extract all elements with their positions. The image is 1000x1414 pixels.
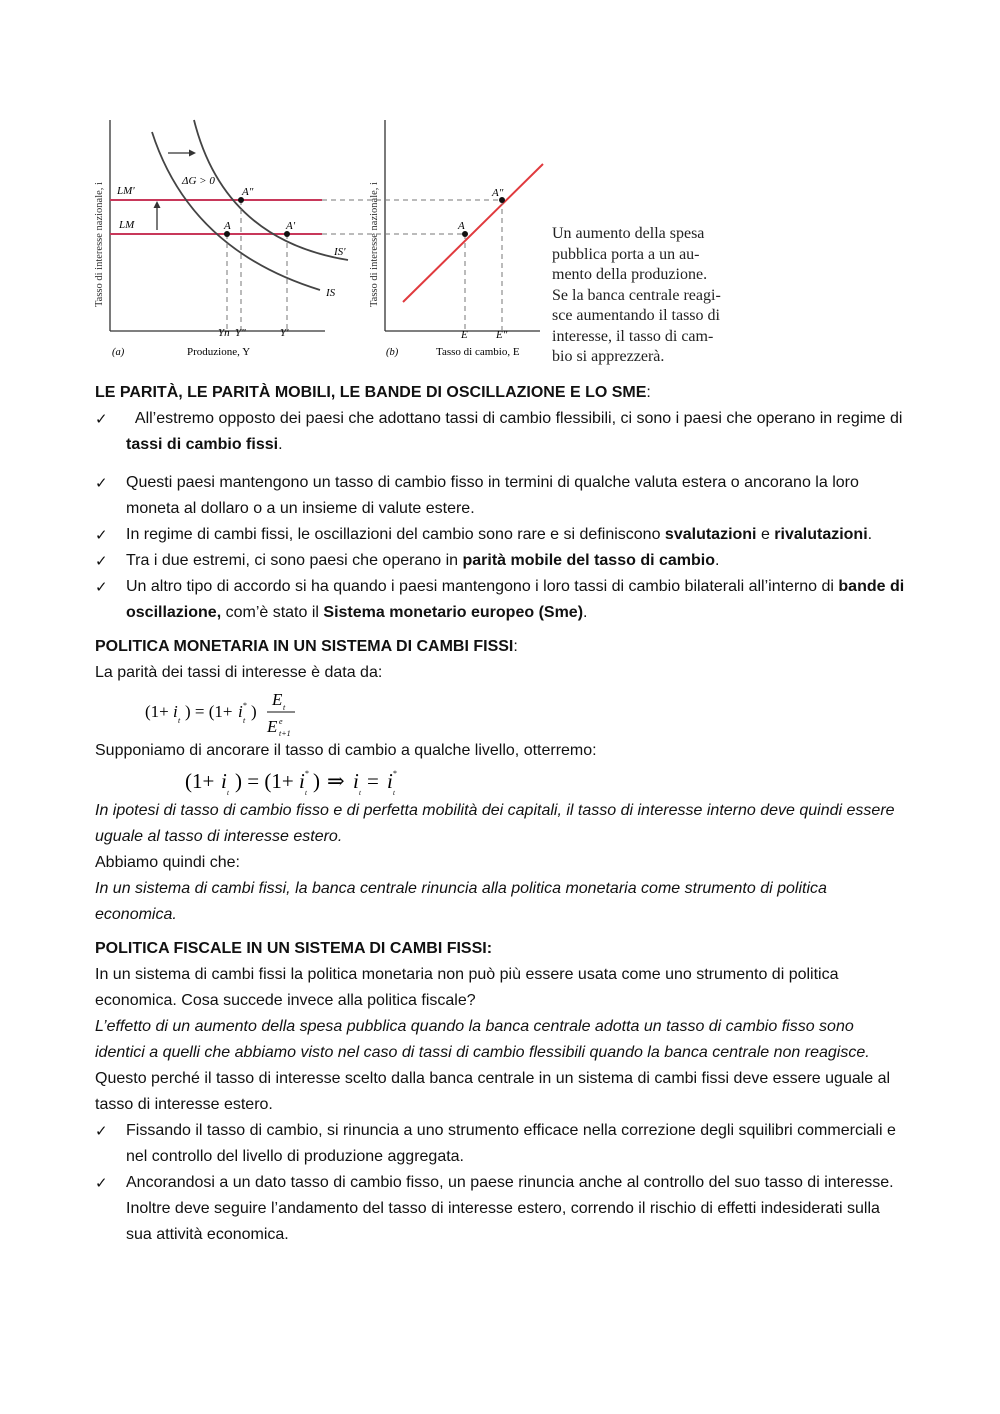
delta-g-label: ΔG > 0 [182, 175, 215, 187]
point-a-label: A [224, 220, 231, 232]
svg-text:): ) [313, 769, 320, 793]
y-prime-label: Y' [280, 327, 289, 339]
panel-b-tag: (b) [386, 347, 399, 358]
svg-text:*: * [305, 769, 309, 778]
list-item: ✓ All’estremo opposto dei paesi che adottano tassi di cambio flessibili, ci sono i paesi che operano in regime di tassi di cambio fissi. [95, 406, 907, 458]
section-heading-fiscal: POLITICA FISCALE IN UN SISTEMA DI CAMBI FISSI: [95, 940, 493, 957]
section-heading-monetary: POLITICA MONETARIA IN UN SISTEMA DI CAMBI FISSI: [95, 638, 518, 655]
interest-parity-line [403, 164, 543, 302]
svg-text:i: i [353, 769, 359, 793]
point-a-prime-label: A' [286, 220, 296, 232]
panel-b-ylabel: Tasso di interesse nazionale, i [369, 182, 380, 307]
parity-bullet-list [95, 406, 907, 458]
list-item: ✓ Fissando il tasso di cambio, si rinuncia a uno strumento efficace nella correzione degli squilibri commerciali e nel controllo del livello di produzione aggregata. [95, 1118, 907, 1170]
yn-label: Yn [218, 327, 230, 339]
point-b-a-label: A [458, 220, 465, 232]
fiscal-bullet-list [95, 1118, 907, 1248]
svg-text:i: i [221, 769, 227, 793]
panel-a-ylabel: Tasso di interesse nazionale, i [94, 182, 105, 307]
list-item: ✓ In regime di cambi fissi, le oscillazioni del cambio sono rare e si definiscono svalutazioni e rivalutazioni. [95, 522, 907, 548]
caption-line: Se la banca centrale reagi- [552, 286, 721, 304]
svg-text:t: t [178, 716, 181, 725]
svg-text:i: i [238, 702, 243, 721]
svg-text:*: * [243, 701, 247, 710]
paragraph: In un sistema di cambi fissi la politica monetaria non può più essere usata come uno strumento di politica economica. Cosa succede invece alla politica fiscale? [95, 966, 839, 1009]
svg-text:(1+: (1+ [145, 702, 169, 721]
svg-text:*: * [393, 769, 397, 778]
panel-a-tag: (a) [112, 347, 125, 358]
svg-text:i: i [299, 769, 305, 793]
caption-line: interesse, il tasso di cam- [552, 327, 714, 345]
parity-bullet-list-2 [95, 470, 907, 626]
interest-parity-formula [143, 686, 907, 738]
lm-prime-label: LM' [117, 185, 135, 197]
svg-text:t: t [393, 789, 395, 797]
paragraph: Questo perché il tasso di interesse scelto dalla banca centrale in un sistema di cambi fissi deve essere uguale al tasso di interesse estero. [95, 1070, 891, 1113]
svg-text:(1+: (1+ [185, 769, 215, 793]
svg-text:⇒: ⇒ [327, 769, 345, 793]
paragraph-italic: In un sistema di cambi fissi, la banca centrale rinuncia alla politica monetaria come strumento di politica economica. [95, 880, 827, 923]
svg-text:e: e [279, 717, 283, 726]
caption-line: bio si apprezzerà. [552, 348, 665, 365]
fixed-rate-formula [185, 764, 907, 798]
caption-line: sce aumentando il tasso di [552, 307, 720, 324]
svg-text:t: t [359, 789, 361, 797]
svg-text:=: = [367, 769, 379, 793]
is-lm-figure [90, 112, 550, 367]
list-item: ✓ Ancorandosi a un dato tasso di cambio fisso, un paese rinuncia anche al controllo del suo tasso di interesse. Inoltre deve seguire l’andamento del tasso di interesse estero, correndo il rischio di effetti indesiderati sulla sua attività economica. [95, 1170, 907, 1248]
svg-text:E: E [272, 690, 283, 709]
figure-svg [90, 112, 550, 367]
svg-text:) = (1+: ) = (1+ [185, 702, 233, 721]
paragraph-italic: In ipotesi di tasso di cambio fisso e di perfetta mobilità dei capitali, il tasso di interesse interno deve quindi essere uguale al tasso di interesse estero. [95, 802, 895, 845]
y-double-label: Y" [235, 327, 246, 339]
e-label: E [461, 329, 468, 341]
svg-text:): ) [251, 702, 257, 721]
section-heading-parity: LE PARITÀ, LE PARITÀ MOBILI, LE BANDE DI OSCILLAZIONE E LO SME: [95, 384, 651, 401]
svg-text:i: i [387, 769, 393, 793]
paragraph-italic: L’effetto di un aumento della spesa pubblica quando la banca centrale adotta un tasso di cambio fisso sono identici a quelli che abbiamo visto nel caso di tassi di cambio flessibili quando la banca centrale non reagisce. [95, 1018, 870, 1061]
svg-text:E: E [267, 717, 278, 736]
svg-text:i: i [173, 702, 178, 721]
is-label: IS [326, 287, 336, 299]
lm-label: LM [119, 219, 135, 231]
is-prime-curve [194, 120, 348, 260]
caption-line: pubblica porta a un au- [552, 245, 700, 263]
e-double-label: E" [496, 329, 508, 341]
caption-line: mento della produzione. [552, 266, 708, 283]
list-item: ✓ Un altro tipo di accordo si ha quando i paesi mantengono i loro tassi di cambio bilaterali all’interno di bande di oscillazione, com’è stato il Sistema monetario europeo (Sme). [95, 574, 907, 626]
body-text [95, 380, 907, 1248]
list-item: ✓ Tra i due estremi, ci sono paesi che operano in parità mobile del tasso di cambio. [95, 548, 907, 574]
caption-line: Un aumento della spesa [552, 225, 705, 242]
paragraph: Supponiamo di ancorare il tasso di cambio a qualche livello, otterremo: [95, 742, 597, 759]
svg-text:t+1: t+1 [279, 729, 291, 738]
point-a-double-label: A" [242, 186, 254, 198]
is-curve [152, 132, 320, 290]
figure-caption [552, 224, 742, 368]
svg-text:t: t [227, 789, 229, 797]
list-item: ✓ Questi paesi mantengono un tasso di cambio fisso in termini di qualche valuta estera o ancorano la loro moneta al dollaro o a un insieme di valute estere. [95, 470, 907, 522]
panel-b-xlabel: Tasso di cambio, E [436, 346, 520, 358]
svg-text:t: t [305, 789, 307, 797]
is-prime-label: IS' [334, 246, 346, 258]
paragraph: La parità dei tassi di interesse è data da: [95, 664, 383, 681]
svg-text:t: t [283, 703, 286, 712]
svg-text:t: t [243, 716, 246, 725]
paragraph: Abbiamo quindi che: [95, 854, 240, 871]
svg-text:) = (1+: ) = (1+ [235, 769, 294, 793]
panel-a-xlabel: Produzione, Y [187, 346, 251, 358]
point-b-a-double-label: A" [492, 187, 504, 199]
